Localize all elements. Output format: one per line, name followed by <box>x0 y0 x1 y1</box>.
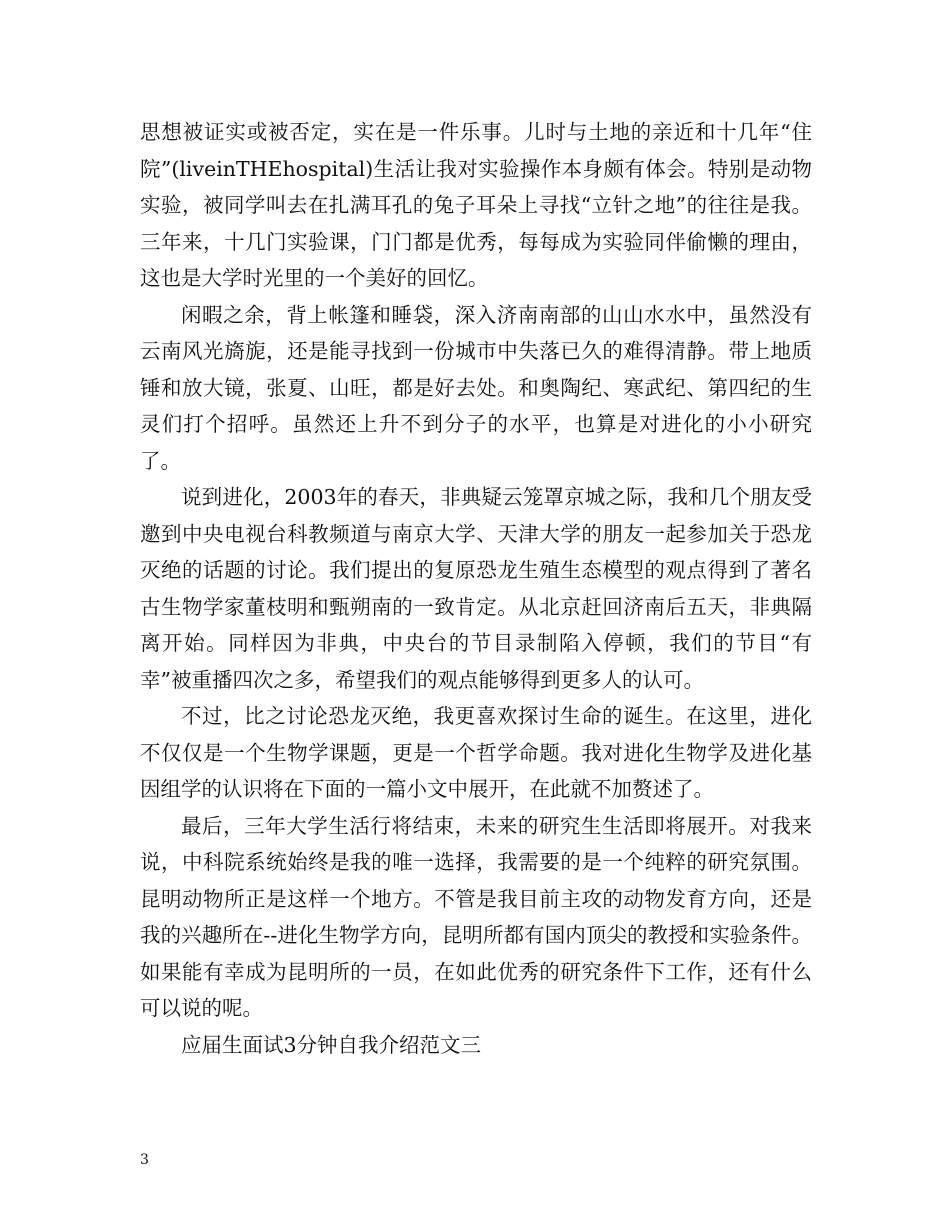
page-number: 3 <box>140 1152 149 1168</box>
paragraph-hiking: 闲暇之余，背上帐篷和睡袋，深入济南南部的山山水水中，虽然没有云南风光旖旎，还是能寻找到一份城市中失落已久的难得清静。带上地质锤和放大镜，张夏、山旺，都是好去处。和奥陶纪、寒武纪、第四纪的生灵们打个招呼。虽然还上升不到分子的水平，也算是对进化的小小研究了。 <box>140 302 812 473</box>
body-text <box>140 114 812 1063</box>
paragraph-graduate-plans: 最后，三年大学生活行将结束，未来的研究生生活即将展开。对我来说，中科院系统始终是我的唯一选择，我需要的是一个纯粹的研究氛围。昆明动物所正是这样一个地方。不管是我目前主攻的动物发育方向，还是我的兴趣所在--进化生物学方向，昆明所都有国内顶尖的教授和实验条件。如果能有幸成为昆明所的一员，在如此优秀的研究条件下工作，还有什么可以说的呢。 <box>140 813 812 1020</box>
paragraph-dinosaur-discussion: 说到进化，2003年的春天，非典疑云笼罩京城之际，我和几个朋友受邀到中央电视台科教频道与南京大学、天津大学的朋友一起参加关于恐龙灭绝的话题的讨论。我们提出的复原恐龙生殖生态模型的观点得到了著名古生物学家董枝明和甄朔南的一致肯定。从北京赶回济南后五天，非典隔离开始。同样因为非典，中央台的节目录制陷入停顿，我们的节目“有幸”被重播四次之多，希望我们的观点能够得到更多人的认可。 <box>140 485 812 692</box>
paragraph-lab-experience: 思想被证实或被否定，实在是一件乐事。儿时与土地的亲近和十几年“住院”(liveinTHEhospital)生活让我对实验操作本身颇有体会。特别是动物实验，被同学叫去在扎满耳孔的兔子耳朵上寻找“立针之地”的往往是我。三年来，十几门实验课，门门都是优秀，每每成为实验同伴偷懒的理由，这也是大学时光里的一个美好的回忆。 <box>140 120 812 290</box>
section-heading: 应届生面试3分钟自我介绍范文三 <box>181 1032 482 1057</box>
paragraph-origin-of-life: 不过，比之讨论恐龙灭绝，我更喜欢探讨生命的诞生。在这里，进化不仅仅是一个生物学课题，更是一个哲学命题。我对进化生物学及进化基因组学的认识将在下面的一篇小文中展开，在此就不加赘述了。 <box>140 704 812 801</box>
